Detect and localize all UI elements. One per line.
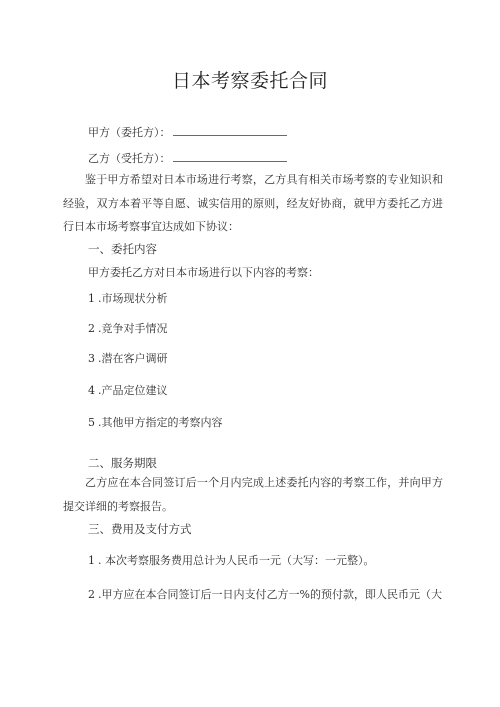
list-item-text: .甲方应在本合同签订后一日内支付乙方一%的预付款，即人民币元（大 <box>98 588 442 601</box>
document-title: 日本考察委托合同 <box>171 70 328 92</box>
list-item <box>88 322 168 336</box>
section-3-heading: 三、费用及支付方式 <box>88 522 192 536</box>
party-b-line <box>88 150 287 166</box>
list-item <box>88 384 168 398</box>
list-item-number: 3 <box>88 352 95 365</box>
list-item-number: 4 <box>88 384 95 397</box>
party-a-blank-field <box>173 124 287 136</box>
party-a-line <box>88 124 287 140</box>
intro-paragraph: 鉴于甲方希望对日本市场进行考察，乙方具有相关市场考察的专业知识和经验，双方本着平等自愿、诚实信用的原则，经友好协商，就甲方委托乙方进行日本市场考察事宜达成如下协议： <box>63 173 443 233</box>
section-2-heading: 二、服务期限 <box>88 456 157 470</box>
list-item-number: 1 <box>88 554 95 567</box>
list-item <box>88 292 168 306</box>
list-item <box>88 554 375 568</box>
section-1-heading: 一、委托内容 <box>88 242 157 256</box>
list-item <box>88 588 442 602</box>
list-item-text: .市场现状分析 <box>98 292 168 305</box>
party-b-label: 乙方（受托方）： <box>88 152 171 165</box>
party-b-blank-field <box>173 150 287 162</box>
list-item-text: .其他甲方指定的考察内容 <box>98 416 223 429</box>
list-item-text: .竞争对手情况 <box>98 322 168 335</box>
section-2-paragraph: 乙方应在本合同签订后一个月内完成上述委托内容的考察工作，并向甲方提交详细的考察报告。 <box>63 476 443 513</box>
list-item <box>88 352 168 366</box>
section-1-lead: 甲方委托乙方对日本市场进行以下内容的考察： <box>88 266 319 279</box>
list-item-number: 1 <box>88 292 95 305</box>
list-item-number: 2 <box>88 322 95 335</box>
list-item-text: . 本次考察服务费用总计为人民币一元（大写：一元整）。 <box>98 554 375 567</box>
list-item-number: 2 <box>88 588 95 601</box>
list-item-text: .潜在客户调研 <box>98 352 168 365</box>
party-a-label: 甲方（委托方）： <box>88 126 171 139</box>
list-item-text: .产品定位建议 <box>98 384 168 397</box>
list-item-number: 5 <box>88 416 95 429</box>
list-item <box>88 416 223 430</box>
